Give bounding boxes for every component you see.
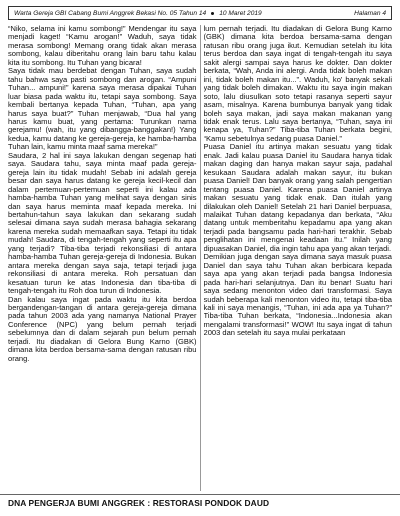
article-column-right (204, 25, 393, 491)
article-column-left (8, 25, 197, 491)
paragraph: Demikian juga dengan saya dimana saya masuk puasa Daniel dan saya tahu Tuhan akan berbicara kepada saya apa yang akan terjadi pada bangsa Indonesia pada hari-hari selanjutnya. Dan itu benar! Suatu hari saya sedang menonton video dari transformasi. Saya sudah beberapa kali menonton video itu, tetapi tiba-tiba kali ini saya menangis, “Tuhan, ini ada apa ya Tuhan?” Tiba-tiba Tuhan berkata, “Indonesia...Indonesia akan mengalami transformasi!” WOW! Itu saya ingat di tahun 2003 dan setelah itu saya mulai perkataan (203, 252, 392, 338)
footer-divider (0, 494, 400, 495)
header-left (14, 10, 262, 17)
page-footer: DNA PENGERJA BUMI ANGGREK : RESTORASI PONDOK DAUD (8, 498, 270, 508)
page-header (8, 6, 392, 20)
page-number: Halaman 4 (354, 9, 386, 17)
paragraph: lum pernah terjadi. Itu diadakan di Gelora Bung Karno (GBK) dimana kita berdoa bersama-sama dengan ratusan ribu orang juga ikut. Kemudian setelah itu kita terus berdoa dan saya ingat di tengah-tengah itu saya sakit alergi sampai saya harus ke dokter. Dan dokter berkata, “Wah, Anda ini alergi. Anda tidak boleh makan ini, tidak boleh makan itu...”. Waduh, ko' banyak sekali yang tidak boleh dimakan. Waktu itu saya ingin makan soto, lalu diusulkan soto tetapi rasanya seperti sayur asam, misalnya. Karena bumbunya banyak yang tidak boleh saya makan, jadi saya makan makanan yang tidak enak terus. Lalu saya bertanya, “Tuhan, saya ini kenapa ya, Tuhan?” Tiba-tiba Tuhan berkata begini, “Kamu sebetulnya sedang puasa Daniel.” (203, 25, 392, 143)
issue-date: 10 Maret 2019 (219, 9, 262, 17)
article-body (8, 25, 392, 491)
paragraph: Dan kalau saya ingat pada waktu itu kita berdoa bergandengan-tangan di antara gereja-gereja dimana pada tahun 2003 ada yang namanya National Prayer Conference (NPC) yang belum pernah terjadi sebelumnya dan di dalam sejarah pun belum pernah terjadi. Itu diadakan di Gelora Bung Karno (GBK) dimana kita berdoa bersama-sama dengan ratusan ribu orang. (8, 294, 197, 363)
paragraph: “Niko, selama ini kamu sombong!” Mendengar itu saya menjadi kaget! “Kamu arogan!” Waduh, saya tidak merasa sombong! Memang orang tidak akan merasa sombong, kalau diberitahu orang lain baru tahu kalau kita itu sombong. Itu Tuhan yang bicara! (8, 25, 197, 67)
column-divider (200, 25, 201, 491)
paragraph: Puasa Daniel itu artinya makan sesuatu yang tidak enak. Jadi kalau puasa Daniel itu Saudara hanya tidak makan daging dan hanya makan sayur saja, padahal kesukaan Saudara adalah makan sayur, itu bukan puasa Daniel! Dan banyak orang yang salah pengertian tentang puasa Daniel. Karena puasa Daniel artinya makan sesuatu yang tidak enak. Dan itulah yang dilakukan oleh Daniel! Setelah 21 hari Daniel berpuasa, malaikat Tuhan datang kepadanya dan berkata, “Aku datang untuk memberitahu kepadamu apa yang akan terjadi pada bangsamu pada hari-hari terakhir. Sebab penglihatan ini mengenai keadaan itu.” Inilah yang dipuasakan Daniel, dia ingin tahu apa yang akan terjadi. (203, 142, 392, 253)
bullet-icon (211, 12, 214, 15)
publication-name: Warta Gereja GBI Cabang Bumi Anggrek Bekasi No. 05 Tahun 14 (14, 9, 207, 17)
paragraph: Saudara, 2 hal ini saya lakukan dengan segenap hati saya. Saudara tahu, saya minta maaf pada gereja-gereja lain itu tidak mudah! Sebab ini adalah gereja besar dan saya harus datang ke gereja kecil-kecil dan dalam pertemuan-pertemuan seperti ini kalau ada hamba-hamba Tuhan yang melihat saya dengan sinis dan saya harus meminta maaf kepada mereka. Ini bertahun-tahun saya lakukan dan sekarang sudah selesai dimana saya sudah merasa bahagia sekarang karena mereka sudah memaafkan saya. Tetapi itu tidak mudah! Saudara, di tengah-tengah yang seperti itu apa yang terjadi? Tiba-tiba terjadi rekonsiliasi di antara hamba-hamba Tuhan gereja-gereja di Indonesia. Bukan antara mereka dengan saya saja, tetapi terjadi juga rekonsiliasi di antara mereka. Roh persatuan dan kesatuan turun ke atas Indonesia dan tiba-tiba di tengah-tengah itu Roh doa turun di Indonesia. (8, 150, 197, 296)
paragraph: Saya tidak mau berdebat dengan Tuhan, saya sudah tahu bahwa saya pasti sombong dan arogan. “Ampuni Tuhan... ampuni!” karena saya merasa dipakai Tuhan luar biasa pada waktu itu, tetapi saya sombong. Saya kembali bertanya kepada Tuhan, “Tuhan, apa yang harus saya buat?” Tuhan menjawab, “Dua hal yang harus kamu buat, yang pertama: Turunkan nama gerejamu! (wah, itu yang dibangga-banggakan!) Yang kedua, kamu datang ke gereja-gereja, ke hamba-hamba Tuhan lain, kamu minta maaf sama mereka!” (8, 66, 197, 152)
